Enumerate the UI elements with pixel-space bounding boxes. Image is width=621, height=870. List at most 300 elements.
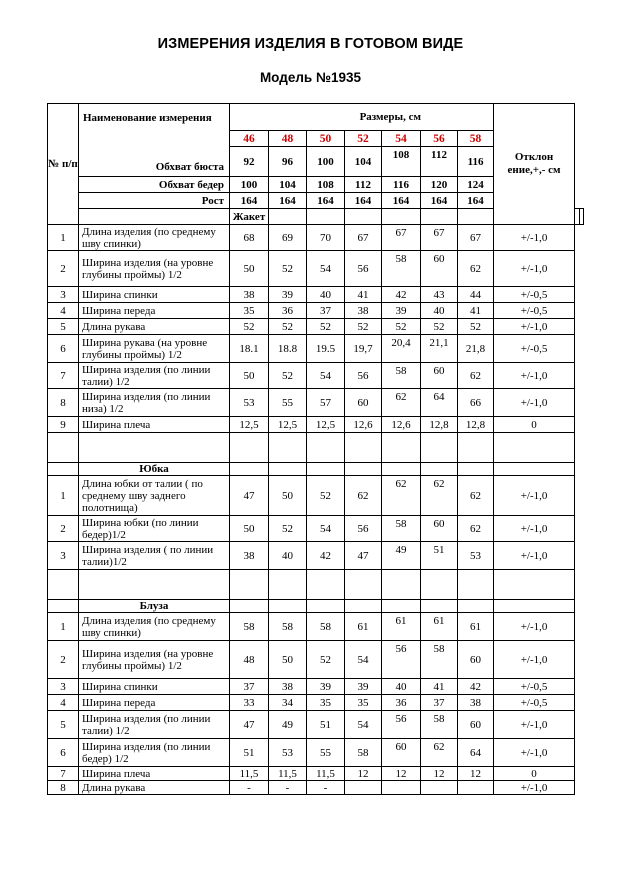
row-number: 4 <box>48 303 79 319</box>
param-value: 164 <box>345 193 382 209</box>
measurement-value: 52 <box>230 319 269 335</box>
measurement-value: 49 <box>269 711 307 739</box>
table-row <box>48 613 584 641</box>
measurement-value: 52 <box>382 319 421 335</box>
measurement-value: 38 <box>458 695 494 711</box>
measurement-value: - <box>230 781 269 795</box>
size-52: 52 <box>345 131 382 147</box>
blank-cell <box>230 570 269 600</box>
measurement-value: 54 <box>345 711 382 739</box>
row-number: 5 <box>48 711 79 739</box>
section-spacer <box>382 600 421 613</box>
section-spacer <box>48 600 79 613</box>
section-spacer <box>345 600 382 613</box>
blank-cell <box>458 570 494 600</box>
measurement-value: 33 <box>230 695 269 711</box>
measurement-value: 51 <box>307 711 345 739</box>
measurement-value: 52 <box>269 516 307 542</box>
measurement-value: 18.8 <box>269 335 307 363</box>
section-spacer <box>494 600 575 613</box>
param-value: 100 <box>230 177 269 193</box>
row-number: 5 <box>48 319 79 335</box>
row-number: 2 <box>48 516 79 542</box>
param-value: 164 <box>421 193 458 209</box>
row-number: 1 <box>48 476 79 516</box>
measurement-value: 69 <box>269 225 307 251</box>
measurement-value: 11,5 <box>230 767 269 781</box>
section-spacer <box>579 209 583 225</box>
measurement-name: Ширина переда <box>79 695 230 711</box>
measurement-value: 58 <box>230 613 269 641</box>
blank-cell <box>79 433 230 463</box>
param-value: 104 <box>269 177 307 193</box>
measurement-value: 54 <box>307 251 345 287</box>
deviation-value: +/-0,5 <box>494 287 575 303</box>
measurement-value: 61 <box>421 613 458 641</box>
measurement-value: 67 <box>421 225 458 251</box>
measurement-name: Ширина изделия ( по линии талии)1/2 <box>79 542 230 570</box>
measurement-value <box>345 781 382 795</box>
param-value: 108 <box>382 147 421 177</box>
measurement-value: 56 <box>345 516 382 542</box>
measurement-value: 60 <box>382 739 421 767</box>
measurement-value: 52 <box>307 476 345 516</box>
measurement-value: 12 <box>458 767 494 781</box>
measurement-value: 38 <box>230 542 269 570</box>
table-row <box>48 542 584 570</box>
measurement-value: 34 <box>269 695 307 711</box>
section-title: Жакет <box>230 209 269 225</box>
measurement-value: 37 <box>230 679 269 695</box>
measurement-value: 12,5 <box>230 417 269 433</box>
measurement-value: 56 <box>382 711 421 739</box>
row-number: 1 <box>48 225 79 251</box>
table-row <box>48 767 584 781</box>
measurement-name: Ширина плеча <box>79 417 230 433</box>
blank-cell <box>345 570 382 600</box>
measurement-value: 12 <box>421 767 458 781</box>
table-row <box>48 251 584 287</box>
model-number: Модель №1935 <box>259 70 362 85</box>
measurement-value: 67 <box>345 225 382 251</box>
deviation-value: +/-1,0 <box>494 641 575 679</box>
blank-cell <box>382 570 421 600</box>
measurement-name: Длина изделия (по среднему шву спинки) <box>79 225 230 251</box>
measurement-value: 40 <box>421 303 458 319</box>
measurement-value: 58 <box>269 613 307 641</box>
param-value: 116 <box>382 177 421 193</box>
param-value: 124 <box>458 177 494 193</box>
measurement-value: 48 <box>230 641 269 679</box>
blank-cell <box>421 570 458 600</box>
table-row <box>48 570 584 600</box>
deviation-value: 0 <box>494 417 575 433</box>
measurement-name: Ширина спинки <box>79 287 230 303</box>
measurement-value: 36 <box>269 303 307 319</box>
section-spacer <box>48 463 79 476</box>
param-value: 100 <box>307 147 345 177</box>
param-value: 164 <box>269 193 307 209</box>
param-value: 164 <box>382 193 421 209</box>
measurement-value: 66 <box>458 389 494 417</box>
col-name-header: Наименование измерения Обхват бюста <box>79 104 230 177</box>
measurement-value: 52 <box>421 319 458 335</box>
deviation-value: +/-0,5 <box>494 695 575 711</box>
measurement-name: Ширина юбки (по линии бедер)1/2 <box>79 516 230 542</box>
measurement-value: 64 <box>421 389 458 417</box>
blank-cell <box>269 570 307 600</box>
row-number: 2 <box>48 641 79 679</box>
measurement-value: 38 <box>269 679 307 695</box>
measurement-name: Ширина изделия (на уровне глубины проймы) 1/2 <box>79 251 230 287</box>
measurement-value: 37 <box>421 695 458 711</box>
section-title: Блуза <box>79 600 230 613</box>
table-row <box>48 739 584 767</box>
table-row <box>48 363 584 389</box>
measurement-value: 40 <box>307 287 345 303</box>
blank-cell <box>79 570 230 600</box>
measurement-value: 51 <box>421 542 458 570</box>
blank-cell <box>269 433 307 463</box>
table-row <box>48 463 584 476</box>
table-row <box>48 335 584 363</box>
measurements-table <box>47 103 584 795</box>
section-spacer <box>230 463 269 476</box>
measurement-value: 19.5 <box>307 335 345 363</box>
measurement-value: 50 <box>230 516 269 542</box>
measurement-value: 12,8 <box>458 417 494 433</box>
section-spacer <box>458 463 494 476</box>
measurement-value: 53 <box>458 542 494 570</box>
param-value: 92 <box>230 147 269 177</box>
blank-cell <box>48 433 79 463</box>
deviation-value: +/-1,0 <box>494 781 575 795</box>
row-number: 9 <box>48 417 79 433</box>
table-row <box>48 695 584 711</box>
param-value: 116 <box>458 147 494 177</box>
blank-cell <box>382 433 421 463</box>
table-row <box>48 476 584 516</box>
table-row <box>48 287 584 303</box>
param-value: 164 <box>307 193 345 209</box>
row-number: 2 <box>48 251 79 287</box>
blank-cell <box>494 433 575 463</box>
measurement-value: 19,7 <box>345 335 382 363</box>
size-58: 58 <box>458 131 494 147</box>
measurement-value: 39 <box>307 679 345 695</box>
param-value: 108 <box>307 177 345 193</box>
row-number: 6 <box>48 335 79 363</box>
sizes-header: Размеры, см <box>230 104 494 131</box>
measurement-value: 12,8 <box>421 417 458 433</box>
measurement-value: 53 <box>269 739 307 767</box>
measurement-value: 39 <box>382 303 421 319</box>
blank-cell <box>458 433 494 463</box>
measurement-value: 20,4 <box>382 335 421 363</box>
measurement-value: 50 <box>230 363 269 389</box>
blank-cell <box>48 570 79 600</box>
measurement-value: 51 <box>230 739 269 767</box>
measurement-value: 52 <box>269 363 307 389</box>
section-spacer <box>458 600 494 613</box>
measurement-value: 35 <box>307 695 345 711</box>
param-value: 112 <box>345 177 382 193</box>
measurement-name: Ширина изделия (по линии талии) 1/2 <box>79 711 230 739</box>
row-number: 7 <box>48 767 79 781</box>
measurement-value: 41 <box>458 303 494 319</box>
measurement-value: 18.1 <box>230 335 269 363</box>
measurement-value: 62 <box>382 389 421 417</box>
measurement-value: 38 <box>345 303 382 319</box>
measurement-value: 58 <box>421 641 458 679</box>
measurement-value: 61 <box>458 613 494 641</box>
section-spacer <box>79 209 230 225</box>
deviation-value: +/-1,0 <box>494 251 575 287</box>
table-row <box>48 711 584 739</box>
measurement-value: 64 <box>458 739 494 767</box>
deviation-header: Отклон ение,+,- см <box>494 104 575 225</box>
param-value: 96 <box>269 147 307 177</box>
measurement-value: 62 <box>458 251 494 287</box>
measurement-value: 50 <box>230 251 269 287</box>
size-54: 54 <box>382 131 421 147</box>
measurement-value: 47 <box>345 542 382 570</box>
measurement-value: 62 <box>345 476 382 516</box>
row-number: 6 <box>48 739 79 767</box>
size-48: 48 <box>269 131 307 147</box>
deviation-value: +/-1,0 <box>494 739 575 767</box>
blank-cell <box>345 433 382 463</box>
measurement-value: 60 <box>345 389 382 417</box>
measurement-value: 60 <box>421 363 458 389</box>
measurement-value: 39 <box>269 287 307 303</box>
measurement-value: 52 <box>269 319 307 335</box>
measurement-name: Длина рукава <box>79 781 230 795</box>
table-row <box>48 303 584 319</box>
measurement-value: 62 <box>421 476 458 516</box>
blank-cell <box>307 433 345 463</box>
measurement-value: 47 <box>230 476 269 516</box>
row-number: 3 <box>48 287 79 303</box>
measurement-value: 40 <box>382 679 421 695</box>
measurement-value: 52 <box>269 251 307 287</box>
row-number: 4 <box>48 695 79 711</box>
row-number: 1 <box>48 613 79 641</box>
measurement-value: 40 <box>269 542 307 570</box>
deviation-value: +/-0,5 <box>494 303 575 319</box>
measurement-name: Ширина изделия (по линии талии) 1/2 <box>79 363 230 389</box>
measurement-value: 60 <box>458 641 494 679</box>
measurement-value <box>382 781 421 795</box>
deviation-value: 0 <box>494 767 575 781</box>
measurement-name: Длина изделия (по среднему шву спинки) <box>79 613 230 641</box>
measurement-value: 68 <box>230 225 269 251</box>
measurement-value: 12,6 <box>382 417 421 433</box>
table-row <box>48 417 584 433</box>
param-label: Рост <box>79 193 230 209</box>
measurement-value: 58 <box>382 251 421 287</box>
table-row <box>48 319 584 335</box>
deviation-value: +/-1,0 <box>494 516 575 542</box>
measurement-value: - <box>269 781 307 795</box>
measurement-value: 37 <box>307 303 345 319</box>
section-spacer <box>230 600 269 613</box>
measurement-value: 58 <box>421 711 458 739</box>
measurement-value: 67 <box>458 225 494 251</box>
section-spacer <box>307 600 345 613</box>
measurement-value: 38 <box>230 287 269 303</box>
table-row <box>48 781 584 795</box>
measurement-value: 12,6 <box>345 417 382 433</box>
section-spacer <box>269 209 307 225</box>
measurement-name: Ширина спинки <box>79 679 230 695</box>
measurement-value: 42 <box>382 287 421 303</box>
measurement-value: 61 <box>382 613 421 641</box>
measurement-value: 50 <box>269 641 307 679</box>
measurement-value: 58 <box>382 363 421 389</box>
measurement-value: 60 <box>458 711 494 739</box>
table-row <box>48 389 584 417</box>
section-spacer <box>494 463 575 476</box>
measurement-value: 12,5 <box>269 417 307 433</box>
section-spacer <box>269 600 307 613</box>
measurement-name: Ширина изделия (по линии бедер) 1/2 <box>79 739 230 767</box>
blank-cell <box>421 433 458 463</box>
document-title: ИЗМЕРЕНИЯ ИЗДЕЛИЯ В ГОТОВОМ ВИДЕ <box>157 36 464 52</box>
measurement-value: 39 <box>345 679 382 695</box>
deviation-value: +/-1,0 <box>494 711 575 739</box>
measurement-name: Ширина рукава (на уровне глубины проймы) 1/2 <box>79 335 230 363</box>
measurement-value: 44 <box>458 287 494 303</box>
deviation-value: +/-1,0 <box>494 363 575 389</box>
measurement-value: 56 <box>345 363 382 389</box>
row-number: 3 <box>48 542 79 570</box>
measurement-value: 52 <box>307 319 345 335</box>
size-50: 50 <box>307 131 345 147</box>
table-row <box>48 641 584 679</box>
blank-cell <box>307 570 345 600</box>
size-56: 56 <box>421 131 458 147</box>
measurement-value: 61 <box>345 613 382 641</box>
deviation-value: +/-1,0 <box>494 389 575 417</box>
table-row <box>48 516 584 542</box>
measurement-value: 58 <box>382 516 421 542</box>
param-label: Обхват бедер <box>79 177 230 193</box>
measurement-value: 54 <box>345 641 382 679</box>
table-row <box>48 600 584 613</box>
measurement-value: 12 <box>345 767 382 781</box>
section-spacer <box>269 463 307 476</box>
measurement-value: 41 <box>345 287 382 303</box>
param-label: Обхват бюста <box>155 161 224 173</box>
deviation-value: +/-1,0 <box>494 542 575 570</box>
blank-cell <box>494 570 575 600</box>
section-spacer <box>421 209 458 225</box>
measurement-value: 62 <box>458 516 494 542</box>
param-value: 104 <box>345 147 382 177</box>
deviation-value: +/-0,5 <box>494 335 575 363</box>
row-number: 3 <box>48 679 79 695</box>
table-row <box>48 104 584 131</box>
measurement-value: 21,1 <box>421 335 458 363</box>
measurement-value: 53 <box>230 389 269 417</box>
measurement-value: 56 <box>382 641 421 679</box>
measurement-value: 52 <box>345 319 382 335</box>
measurement-name: Ширина переда <box>79 303 230 319</box>
param-value: 164 <box>230 193 269 209</box>
table-row <box>48 679 584 695</box>
row-number: 7 <box>48 363 79 389</box>
measurement-value: 62 <box>382 476 421 516</box>
measurement-value: 62 <box>458 476 494 516</box>
measurement-value: 41 <box>421 679 458 695</box>
measurement-value: 52 <box>458 319 494 335</box>
deviation-value: +/-1,0 <box>494 476 575 516</box>
section-spacer <box>345 209 382 225</box>
table-row <box>48 433 584 463</box>
measurement-value: 35 <box>230 303 269 319</box>
measurement-value: 58 <box>307 613 345 641</box>
measurement-value <box>458 781 494 795</box>
deviation-value: +/-0,5 <box>494 679 575 695</box>
table-row <box>48 225 584 251</box>
measurement-value: 55 <box>269 389 307 417</box>
measurement-value: 12 <box>382 767 421 781</box>
measurement-value: 50 <box>269 476 307 516</box>
section-spacer <box>421 600 458 613</box>
measurement-value: 52 <box>307 641 345 679</box>
measurement-value: 54 <box>307 516 345 542</box>
measurement-name: Ширина плеча <box>79 767 230 781</box>
deviation-value: +/-1,0 <box>494 613 575 641</box>
col-num-header: № п/п <box>48 104 79 225</box>
measurement-value: 60 <box>421 251 458 287</box>
measurement-value: 57 <box>307 389 345 417</box>
param-value: 120 <box>421 177 458 193</box>
measurement-value: 35 <box>345 695 382 711</box>
measurement-value: - <box>307 781 345 795</box>
measurement-name: Ширина изделия (по линии низа) 1/2 <box>79 389 230 417</box>
measurement-name: Ширина изделия (на уровне глубины проймы) 1/2 <box>79 641 230 679</box>
measurement-value: 11,5 <box>269 767 307 781</box>
measurement-value: 21,8 <box>458 335 494 363</box>
param-value: 112 <box>421 147 458 177</box>
deviation-value: +/-1,0 <box>494 225 575 251</box>
section-spacer <box>307 463 345 476</box>
section-spacer <box>345 463 382 476</box>
section-spacer <box>307 209 345 225</box>
measurement-value: 62 <box>458 363 494 389</box>
section-spacer <box>421 463 458 476</box>
measurement-value: 55 <box>307 739 345 767</box>
measurement-value: 43 <box>421 287 458 303</box>
measurement-value: 49 <box>382 542 421 570</box>
section-spacer <box>458 209 494 225</box>
param-value: 164 <box>458 193 494 209</box>
measurement-value <box>421 781 458 795</box>
row-number: 8 <box>48 781 79 795</box>
size-46: 46 <box>230 131 269 147</box>
measurement-value: 42 <box>458 679 494 695</box>
deviation-value: +/-1,0 <box>494 319 575 335</box>
measurement-value: 47 <box>230 711 269 739</box>
measurement-value: 42 <box>307 542 345 570</box>
measurement-value: 11,5 <box>307 767 345 781</box>
section-spacer <box>382 463 421 476</box>
measurement-value: 60 <box>421 516 458 542</box>
section-spacer <box>382 209 421 225</box>
section-title: Юбка <box>79 463 230 476</box>
